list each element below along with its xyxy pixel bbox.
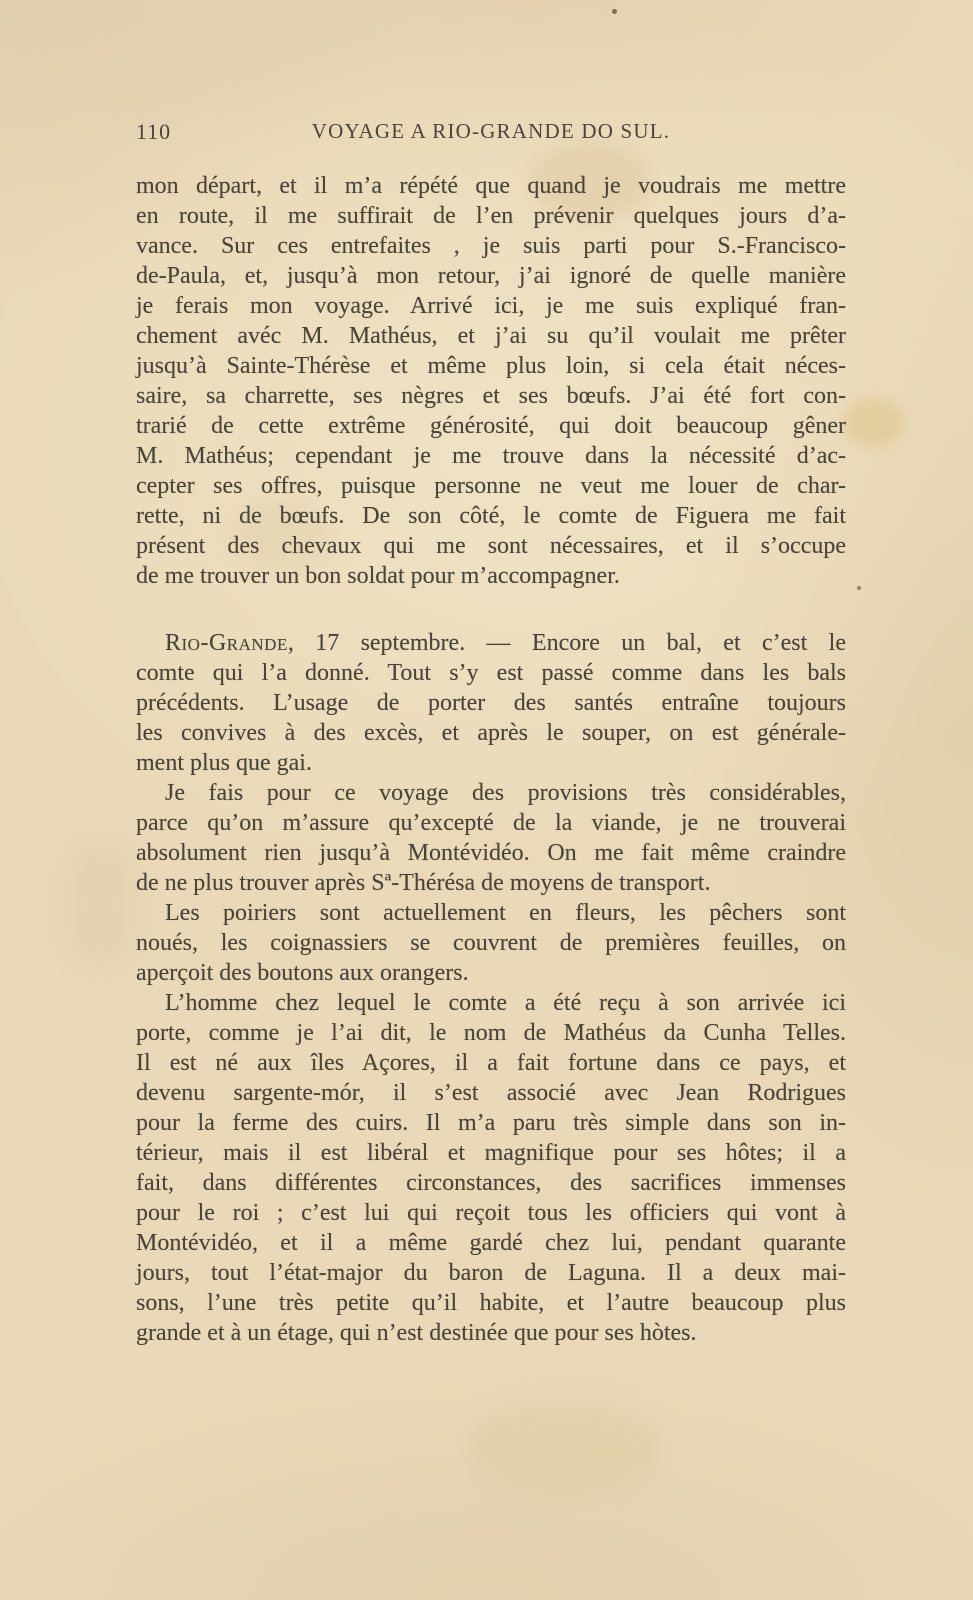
text-line: présent des chevaux qui me sont nécessaires, et il s’occupe xyxy=(136,533,846,559)
text-line: jours, tout l’état-major du baron de Laguna. Il a deux mai- xyxy=(136,1260,846,1286)
text-line: M. Mathéus; cependant je me trouve dans la nécessité d’ac- xyxy=(136,443,846,469)
text-line: parce qu’on m’assure qu’excepté de la viande, je ne trouverai xyxy=(136,810,846,836)
text-line: devenu sargente-mór, il s’est associé avec Jean Rodrigues xyxy=(136,1080,846,1106)
text-line: noués, les coignassiers se couvrent de premières feuilles, on xyxy=(136,930,846,956)
text-line: L’homme chez lequel le comte a été reçu à son arrivée ici xyxy=(165,990,846,1016)
running-head xyxy=(136,119,846,149)
paper-stain xyxy=(60,840,140,970)
text-line: trarié de cette extrême générosité, qui doit beaucoup gêner xyxy=(136,413,846,439)
text-line: térieur, mais il est libéral et magnifique pour ses hôtes; il a xyxy=(136,1140,846,1166)
paragraph xyxy=(136,628,846,778)
text-line: je ferais mon voyage. Arrivé ici, je me suis expliqué fran- xyxy=(136,293,846,319)
paragraph xyxy=(136,898,846,988)
text-line: pour le roi ; c’est lui qui reçoit tous les officiers qui vont à xyxy=(136,1200,846,1226)
text-line: de-Paula, et, jusqu’à mon retour, j’ai ignoré de quelle manière xyxy=(136,263,846,289)
text-line: en route, il me suffirait de l’en prévenir quelques jours d’a- xyxy=(136,203,846,229)
text-line: pour la ferme des cuirs. Il m’a paru très simple dans son in- xyxy=(136,1110,846,1136)
text-line: de ne plus trouver après Sª-Thérésa de moyens de transport. xyxy=(136,870,711,896)
text-line: vance. Sur ces entrefaites , je suis parti pour S.-Francisco- xyxy=(136,233,846,259)
text-line: cepter ses offres, puisque personne ne veut me louer de char- xyxy=(136,473,846,499)
text-line: sons, l’une très petite qu’il habite, et l’autre beaucoup plus xyxy=(136,1290,846,1316)
text-line: rette, ni de bœufs. De son côté, le comte de Figuera me fait xyxy=(136,503,846,529)
page-number: 110 xyxy=(136,119,172,144)
text-line: Rio-Grande, 17 septembre. — Encore un bal, et c’est le xyxy=(165,630,846,656)
paper-stain xyxy=(470,1400,660,1495)
text-line: grande et à un étage, qui n’est destinée que pour ses hòtes. xyxy=(136,1320,697,1346)
text-line: saire, sa charrette, ses nègres et ses bœufs. J’ai été fort con- xyxy=(136,383,846,409)
paper-stain xyxy=(843,398,903,446)
text-line: les convives à des excès, et après le souper, on est générale- xyxy=(136,720,846,746)
text-line: fait, dans différentes circonstances, des sacrifices immenses xyxy=(136,1170,846,1196)
text-line: précédents. L’usage de porter des santés entraîne toujours xyxy=(136,690,846,716)
paragraph xyxy=(136,171,846,591)
paper-speck xyxy=(612,9,617,14)
running-title: VOYAGE A RIO-GRANDE DO SUL. xyxy=(311,119,671,143)
text-line: absolument rien jusqu’à Montévidéo. On me fait même craindre xyxy=(136,840,846,866)
text-line: Il est né aux îles Açores, il a fait fortune dans ce pays, et xyxy=(136,1050,846,1076)
text-line: Les poiriers sont actuellement en fleurs, les pêchers sont xyxy=(165,900,846,926)
dateline-smallcaps: Rio-Grande xyxy=(165,630,288,656)
text-line: aperçoit des boutons aux orangers. xyxy=(136,960,469,986)
paragraph xyxy=(136,988,846,1348)
text-line: porte, comme je l’ai dit, le nom de Mathéus da Cunha Telles. xyxy=(136,1020,846,1046)
text-line: Montévidéo, et il a même gardé chez lui, pendant quarante xyxy=(136,1230,846,1256)
text-line: ment plus que gai. xyxy=(136,750,312,776)
text-line: chement avéc M. Mathéus, et j’ai su qu’il voulait me prêter xyxy=(136,323,846,349)
paper-speck xyxy=(857,586,861,590)
paragraph xyxy=(136,778,846,898)
text-line: mon départ, et il m’a répété que quand je voudrais me mettre xyxy=(136,173,846,199)
text-line: de me trouver un bon soldat pour m’accompagner. xyxy=(136,563,620,589)
text-line: comte qui l’a donné. Tout s’y est passé comme dans les bals xyxy=(136,660,846,686)
body-text xyxy=(136,171,846,1348)
text-line: Je fais pour ce voyage des provisions très considérables, xyxy=(165,780,846,806)
text-line: jusqu’à Sainte-Thérèse et même plus loin, si cela était néces- xyxy=(136,353,846,379)
